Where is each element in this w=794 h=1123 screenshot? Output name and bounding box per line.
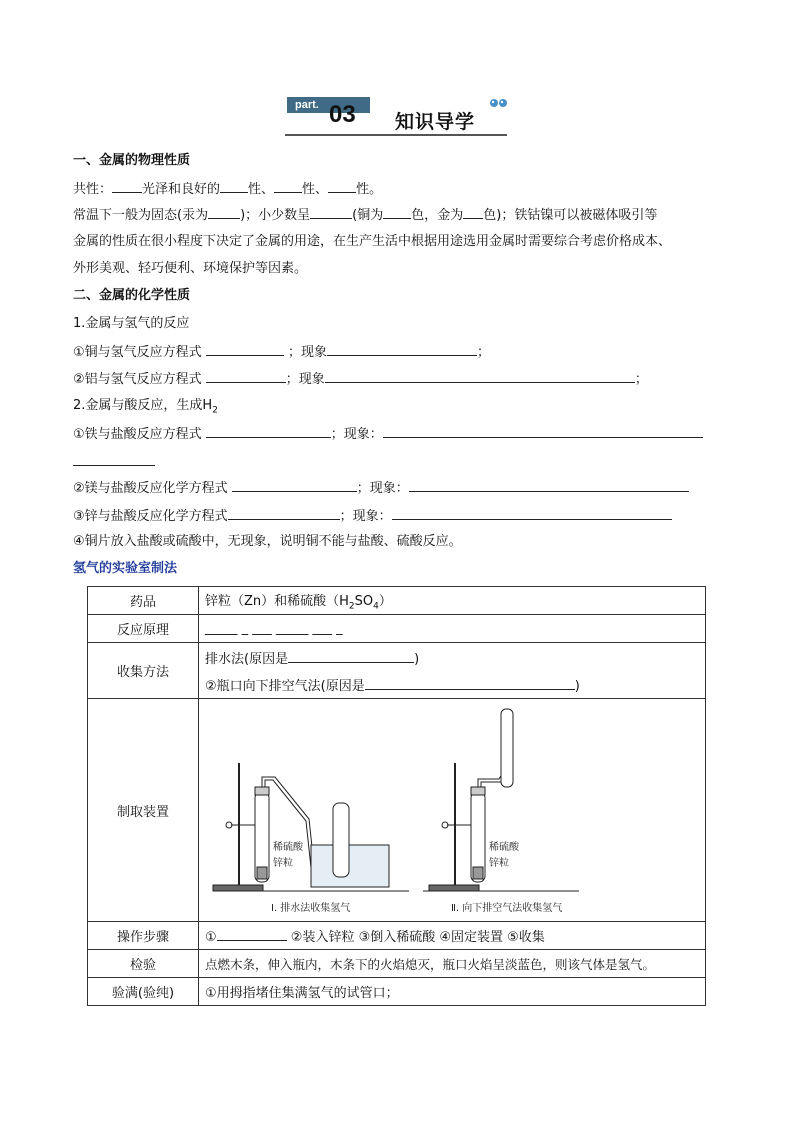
text: ②瓶口向下排空气法(原因是 (205, 678, 365, 694)
blank (232, 479, 357, 492)
row-label: 收集方法 (88, 643, 199, 699)
text: )；小少数呈 (240, 208, 311, 223)
page-title: 知识导学 (395, 111, 476, 133)
blank (383, 206, 411, 219)
item-aluminium-hydrogen (73, 370, 648, 388)
text: ①铜与氢气反应方程式 (73, 345, 202, 360)
blank (325, 370, 635, 383)
apparatus-water-displacement (213, 763, 409, 891)
section2-heading: 二、金属的化学性质 (73, 288, 191, 303)
header-underline (285, 134, 507, 136)
subscript: 2 (212, 405, 218, 416)
text: 光泽和良好的 (142, 182, 221, 197)
table-row (88, 950, 706, 978)
row-value (199, 922, 706, 950)
text: ①铁与盐酸反应方程式 (73, 427, 202, 442)
text: 锌粒（Zn）和稀硫酸（H (205, 593, 349, 609)
row-value (199, 643, 706, 699)
part-label: part. (287, 97, 370, 113)
blank (228, 507, 340, 520)
lab-table (87, 586, 706, 1006)
blank (327, 343, 477, 356)
text: ②铝与氢气反应方程式 (73, 372, 202, 387)
text: ) (574, 678, 580, 694)
row-label: 反应原理 (88, 615, 199, 643)
blank (310, 206, 352, 219)
blank (463, 206, 483, 219)
blank (73, 453, 155, 466)
table-row (88, 978, 706, 1006)
item-copper-hydrogen (73, 343, 490, 361)
item-copper-acid: ④铜片放入盐酸或硫酸中，无现象，说明铜不能与盐酸、硫酸反应。 (73, 534, 462, 549)
blank (383, 425, 703, 438)
item-iron-hcl-cont (73, 453, 155, 471)
section1-heading: 一、金属的物理性质 (73, 153, 191, 168)
acid-label-2: 稀硫酸 (489, 842, 519, 853)
blank (112, 180, 142, 193)
text: 色)；铁钴镍可以被磁体吸引等 (483, 208, 658, 223)
text: ； (634, 372, 648, 387)
apparatus-cell (199, 699, 706, 922)
text: 常温下一般为固态(汞为 (73, 208, 209, 223)
decorative-dots-icon (489, 97, 509, 109)
row-label: 验满(验纯) (88, 978, 199, 1006)
text: ； (476, 345, 490, 360)
row-value: 点燃木条，伸入瓶内，木条下的火焰熄灭，瓶口火焰呈淡蓝色，则该气体是氢气。 (199, 950, 706, 978)
item-iron-hcl (73, 425, 703, 443)
row-label: 操作步骤 (88, 922, 199, 950)
row-value: ①用拇指堵住集满氢气的试管口； (199, 978, 706, 1006)
text: ③锌与盐酸反应化学方程式 (73, 509, 228, 524)
collect-line2 (205, 675, 699, 694)
blank (392, 507, 672, 520)
text: ②镁与盐酸反应化学方程式 (73, 481, 228, 496)
text: 性。 (356, 182, 383, 197)
text: (铜为 (352, 208, 384, 223)
text: H (202, 398, 213, 413)
section1-line2 (73, 206, 657, 224)
row-value (199, 587, 706, 615)
table-row (88, 643, 706, 699)
text: 共性： (73, 182, 113, 197)
zinc-label: 锌粒 (273, 858, 293, 869)
text: 性、 (302, 182, 329, 197)
blank (208, 206, 240, 219)
blank (220, 180, 248, 193)
text: 色，金为 (411, 208, 464, 223)
text: 2.金属与酸反应，生成 (73, 398, 203, 413)
row-label: 制取装置 (88, 699, 199, 922)
text: ②装入锌粒 ③倒入稀硫酸 ④固定装置 ⑤收集 (290, 930, 545, 945)
blank (328, 180, 356, 193)
item-zinc-hcl (73, 507, 672, 525)
text: ；现象 (287, 345, 327, 360)
zinc-label-2: 锌粒 (489, 858, 509, 869)
table-row (88, 922, 706, 950)
blank (206, 343, 284, 356)
section1-line4: 外形美观、轻巧便利、环境保护等因素。 (73, 261, 308, 276)
section1-line3: 金属的性质在很小程度下决定了金属的用途，在生产生活中根据用途选用金属时需要综合考虑价格成本、 (73, 234, 672, 249)
text: ) (414, 651, 420, 667)
section2-sub1: 1.金属与氢气的反应 (73, 316, 190, 331)
blank (409, 479, 689, 492)
lab-heading: 氢气的实验室制法 (73, 561, 178, 576)
row-label: 药品 (88, 587, 199, 615)
caption-2: Ⅱ. 向下排空气法收集氢气 (451, 903, 563, 914)
apparatus-diagram (199, 699, 704, 917)
acid-label: 稀硫酸 (273, 842, 303, 853)
row-label: 检验 (88, 950, 199, 978)
section2-sub2 (73, 398, 218, 419)
text: ① (205, 930, 217, 945)
section1-line1 (73, 180, 382, 198)
text: ；现象 (285, 372, 325, 387)
table-row (88, 587, 706, 615)
table-row (88, 699, 706, 922)
blank (288, 650, 414, 663)
text: ） (378, 593, 392, 609)
text: 排水法(原因是 (205, 651, 289, 667)
collect-line1 (205, 648, 699, 667)
section-header (285, 95, 507, 137)
blank (206, 425, 331, 438)
caption-1: Ⅰ. 排水法收集氢气 (271, 903, 351, 914)
text: ；现象： (330, 427, 383, 442)
blank (217, 928, 287, 941)
row-value: _____ _ ___ _____ ___ _ (199, 615, 706, 643)
text: ；现象： (339, 509, 392, 524)
text: 性、 (248, 182, 275, 197)
blank (365, 677, 575, 690)
text: ；现象： (356, 481, 409, 496)
table-row (88, 615, 706, 643)
part-number: 03 (329, 101, 356, 128)
subscript: 4 (373, 601, 379, 612)
text: SO (354, 593, 374, 609)
subscript: 2 (348, 601, 355, 612)
item-magnesium-hcl (73, 479, 689, 497)
blank (206, 370, 286, 383)
blank (274, 180, 302, 193)
